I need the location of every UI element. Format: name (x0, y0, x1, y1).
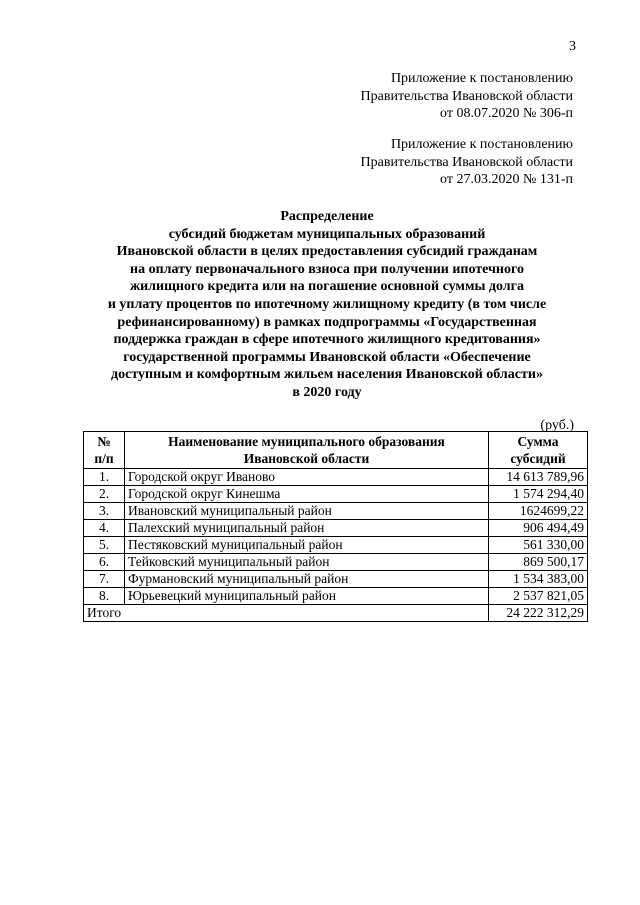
table-row (84, 571, 588, 588)
table-row (84, 520, 588, 537)
header-text: субсидий (510, 451, 566, 466)
table-row (84, 537, 588, 554)
row-number: 4. (84, 520, 125, 537)
title-line: жилищного кредита или на погашение основной суммы долга (129, 279, 525, 295)
title-line: в 2020 году (292, 384, 362, 400)
total-sum: 24 222 312,29 (489, 605, 588, 622)
page-number: 3 (569, 39, 576, 54)
total-row (84, 605, 588, 622)
title-line: на оплату первоначального взноса при получении ипотечного (130, 261, 524, 277)
title-line: субсидий бюджетам муниципальных образований (168, 226, 486, 242)
title-line: доступным и комфортным жильем населения Ивановской области» (111, 367, 543, 383)
row-number: 1. (84, 469, 125, 486)
row-number: 6. (84, 554, 125, 571)
document-title (70, 208, 584, 402)
subsidy-sum: 906 494,49 (489, 520, 588, 537)
row-number: 5. (84, 537, 125, 554)
appendix-line: Приложение к постановлению (390, 71, 573, 86)
subsidy-sum: 1624699,22 (489, 503, 588, 520)
header-text: Наименование муниципального образования (168, 434, 445, 449)
header-number (84, 432, 125, 469)
municipality-name: Юрьевецкий муниципальный район (125, 588, 489, 605)
table-row (84, 486, 588, 503)
currency-unit-label: (руб.) (540, 418, 574, 433)
municipality-name: Ивановский муниципальный район (125, 503, 489, 520)
municipality-name: Пестяковский муниципальный район (125, 537, 489, 554)
municipality-name: Тейковский муниципальный район (125, 554, 489, 571)
appendix-line: Приложение к постановлению (390, 137, 573, 152)
header-text: п/п (94, 451, 114, 466)
row-number: 2. (84, 486, 125, 503)
subsidy-sum: 869 500,17 (489, 554, 588, 571)
subsidy-sum: 14 613 789,96 (489, 469, 588, 486)
appendix-reference (300, 70, 573, 123)
total-label: Итого (84, 605, 489, 622)
municipality-name: Городской округ Иваново (125, 469, 489, 486)
title-line: Распределение (280, 209, 374, 224)
table-header-row (84, 432, 588, 469)
appendix-line: от 08.07.2020 № 306-п (440, 106, 573, 121)
title-line: рефинансированному) в рамках подпрограммы «Государственная (117, 314, 537, 330)
row-number: 8. (84, 588, 125, 605)
table-row (84, 469, 588, 486)
title-line: и уплату процентов по ипотечному жилищному кредиту (в том числе (107, 296, 547, 312)
title-line: государственной программы Ивановской области «Обеспечение (123, 349, 531, 365)
municipality-name: Городской округ Кинешма (125, 486, 489, 503)
appendix-line: Правительства Ивановской области (360, 88, 573, 104)
row-number: 3. (84, 503, 125, 520)
row-number: 7. (84, 571, 125, 588)
header-municipality (125, 432, 489, 469)
title-line: поддержка граждан в сфере ипотечного жилищного кредитования» (113, 332, 541, 348)
municipality-name: Палехский муниципальный район (125, 520, 489, 537)
subsidy-sum: 1 534 383,00 (489, 571, 588, 588)
header-text: Сумма (517, 434, 559, 449)
subsidy-sum: 561 330,00 (489, 537, 588, 554)
appendix-line: Правительства Ивановской области (360, 154, 573, 170)
table-row (84, 554, 588, 571)
title-line: Ивановской области в целях предоставления субсидий гражданам (116, 244, 538, 260)
table-row (84, 503, 588, 520)
subsidy-distribution-table (83, 431, 588, 622)
header-text: Ивановской области (243, 451, 370, 466)
appendix-line: от 27.03.2020 № 131-п (440, 172, 573, 187)
table-row (84, 588, 588, 605)
subsidy-sum: 1 574 294,40 (489, 486, 588, 503)
municipality-name: Фурмановский муниципальный район (125, 571, 489, 588)
header-text: № (97, 434, 111, 449)
subsidy-sum: 2 537 821,05 (489, 588, 588, 605)
appendix-reference (300, 136, 573, 189)
header-sum (489, 432, 588, 469)
